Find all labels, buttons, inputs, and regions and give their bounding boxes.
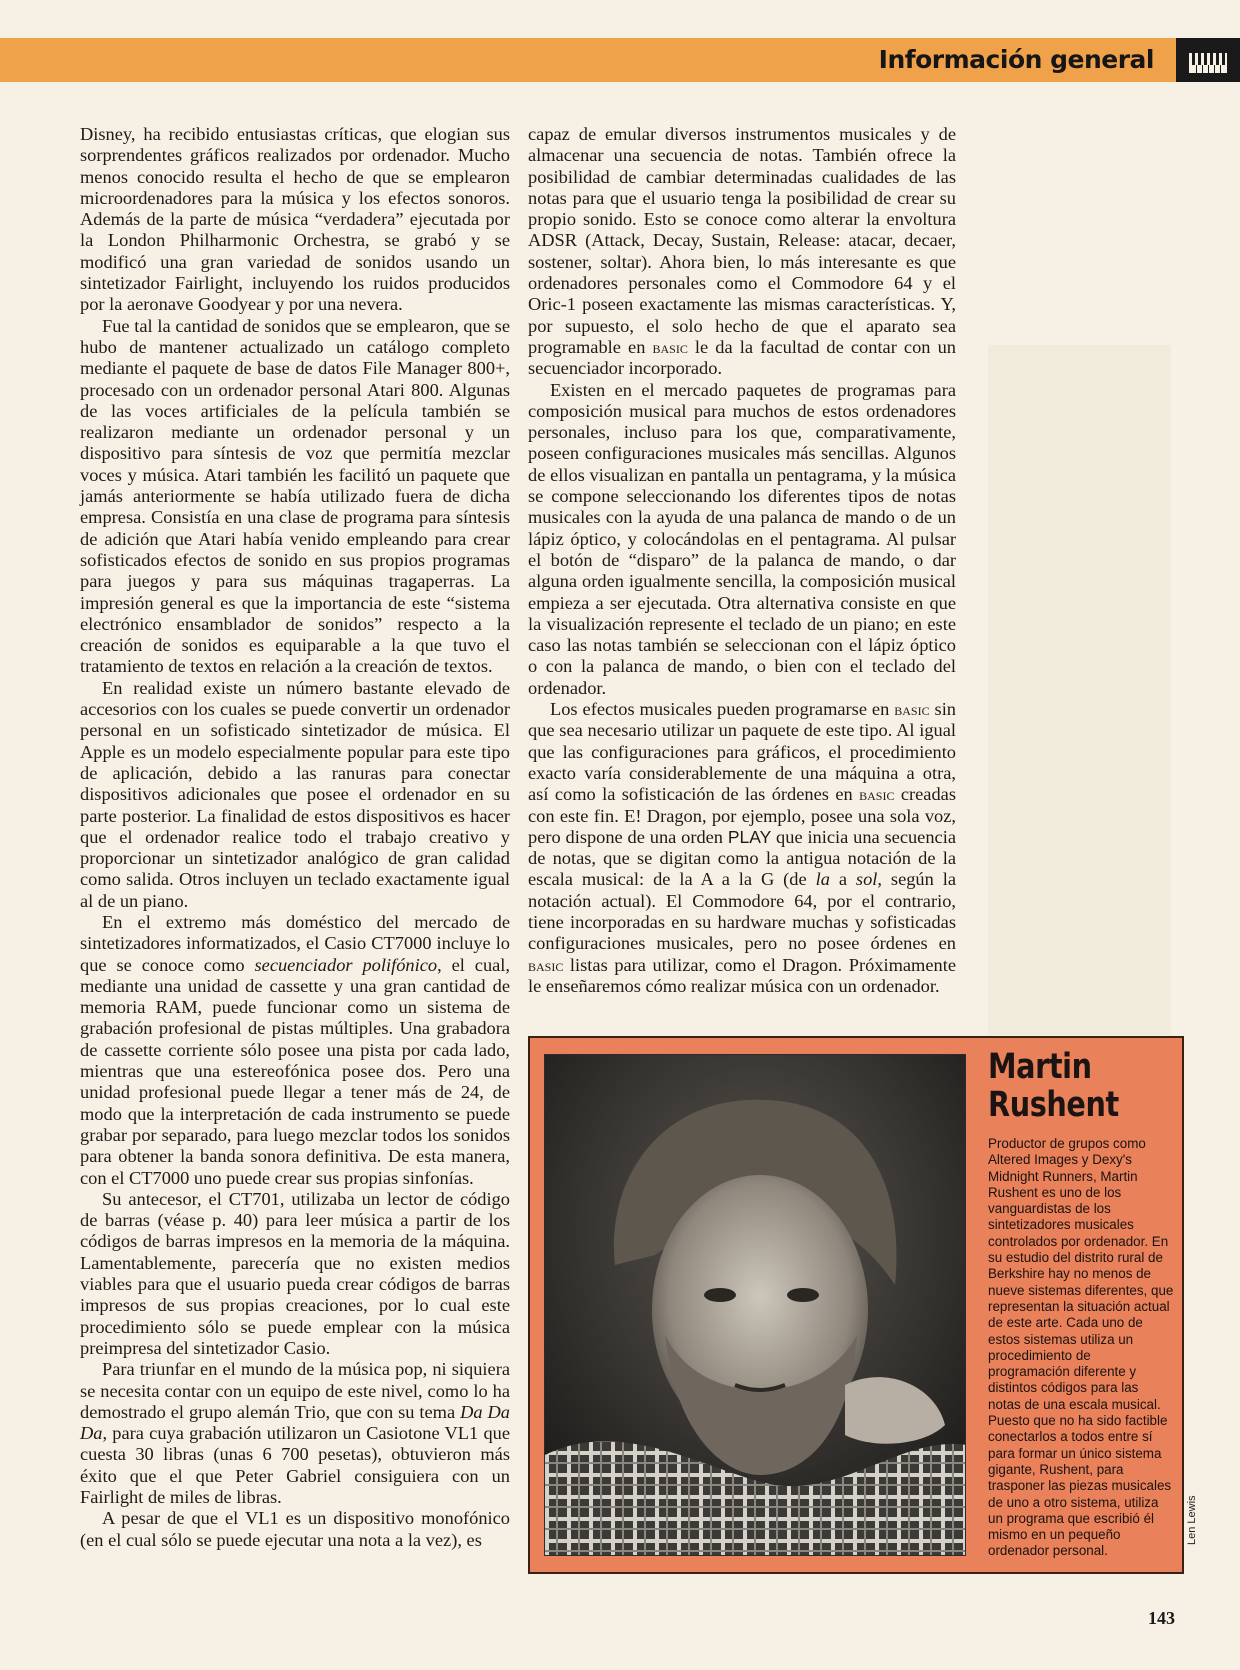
page-number: 143 xyxy=(1148,1608,1175,1628)
sidebar-title: Martin Rushent xyxy=(988,1047,1119,1125)
sidebar-biography: Productor de grupos como Altered Images y Dexy's Midnight Runners, Martin Rushent es uno de los vanguardistas de los sintetizadores musicales controlados por ordenador. En su estudio del distrito rural de Berkshire hay no menos de nueve sistemas diferentes, que representan la situación actual de este arte. Cada uno de estos sistemas utiliza un procedimiento de programación diferente y distintos códigos para las notas de una escala musical. Puesto que no ha sido factible conectarlos a todos entre sí para formar un único sistema gigante, Rushent, para trasponer las piezas musicales de uno a otro sistema, utiliza un programa que escribió él mismo en un pequeño ordenador personal. xyxy=(988,1136,1174,1559)
text-column-left xyxy=(80,124,510,1551)
paragraph: En realidad existe un número bastante elevado de accesorios con los cuales se puede convertir un ordenador personal en un sofisticado sintetizador de música. El Apple es un modelo especialmente popular para este tipo de aplicación, debido a las ranuras para conectar dispositivos adicionales que posee el ordenador en su parte posterior. La finalidad de estos dispositivos es hacer que el ordenador realice todo el trabajo creativo y proporcionar un sintetizador analógico de gran calidad como salida. Otros incluyen un teclado exactamente igual al de un piano. xyxy=(80,677,510,911)
keyboard-icon xyxy=(1176,38,1240,82)
margin-bleed-through xyxy=(988,345,1171,1035)
paragraph: Fue tal la cantidad de sonidos que se emplearon, que se hubo de mantener actualizado un catálogo completo mediante el paquete de base de datos File Manager 800+, procesado con un ordenador personal Atari 800. Algunas de las voces artificiales de la película también se realizaron mediante un ordenador personal y un dispositivo para síntesis de voz que permitía mezclar voces y música. Atari también les facilitó un paquete que jamás anteriormente se había utilizado fuera de dicha empresa. Consistía en una clase de programa para síntesis de adición que Atari había venido empleando para crear sofisticados efectos de sonido en sus propios programas para juegos y para sus máquinas tragaperras. La impresión general es que la importancia de este “sistema electrónico ensamblador de sonidos” respecto a la creación de sonidos es equiparable a la que tuvo el tratamiento de textos en relación a la creación de textos. xyxy=(80,315,510,677)
photo-credit: Len Lewis xyxy=(1186,1495,1198,1545)
paragraph: Disney, ha recibido entusiastas críticas, que elogian sus sorprendentes gráficos realizados por ordenador. Mucho menos conocido resulta el hecho de que se emplearon microordenadores para la música y los efectos sonoros. Además de la parte de música “verdadera” ejecutada por la London Philharmonic Orchestra, se grabó y se modificó una gran variedad de sonidos usando un sintetizador Fairlight, incluyendo los ruidos producidos por la aeronave Goodyear y por una nevera. xyxy=(80,124,510,315)
paragraph: Existen en el mercado paquetes de programas para composición musical para muchos de estos ordenadores personales, incluso para los que, comparativamente, poseen configuraciones musicales más sencillas. Algunos de ellos visualizan en pantalla un pentagrama, y la música se compone seleccionando los diferentes tipos de notas musicales con la ayuda de una palanca de mando o de un lápiz óptico, y colocándolas en el pentagrama. Al pulsar el botón de “disparo” de la palanca de mando, o dar alguna orden igualmente sencilla, la composición musical empieza a ser ejecutada. Otra alternativa consiste en que la visualización represente el teclado de un piano; en este caso las notas también se seleccionan con el lápiz óptico o con la palanca de mando, o bien con el teclado del ordenador. xyxy=(528,379,956,698)
paragraph: capaz de emular diversos instrumentos musicales y de almacenar una secuencia de notas. También ofrece la posibilidad de cambiar determinadas cualidades de las notas para que el usuario tenga la posibilidad de crear su propio sonido. Esto se conoce como alterar la envoltura ADSR (Attack, Decay, Sustain, Release: atacar, decaer, sostener, soltar). Ahora bien, lo más interesante es que ordenadores personales como el Commodore 64 y el Oric-1 poseen exactamente las mismas características. Y, por supuesto, el solo hecho de que el aparato sea programable en basic le da la facultad de contar con un secuenciador incorporado. xyxy=(528,124,956,379)
paragraph: Su antecesor, el CT701, utilizaba un lector de código de barras (véase p. 40) para leer música a partir de los códigos de barras impresos en la memoria de la máquina. Lamentablemente, parecería que no existen medios viables para que el usuario pueda crear códigos de barras impresos de sus propias creaciones, por lo cual este procedimiento sólo se puede emplear con la música preimpresa del sintetizador Casio. xyxy=(80,1188,510,1358)
paragraph: A pesar de que el VL1 es un dispositivo monofónico (en el cual sólo se puede ejecutar una nota a la vez), es xyxy=(80,1508,510,1550)
paragraph: Los efectos musicales pueden programarse en basic sin que sea necesario utilizar un paquete de este tipo. Al igual que las configuraciones para gráficos, el procedimiento exacto varía considerablemente de una máquina a otra, así como la sofisticación de las órdenes en basic creadas con este fin. E! Dragon, por ejemplo, posee una sola voz, pero dispone de una orden PLAY que inicia una secuencia de notas, que se digitan como la antigua notación de la escala musical: de la A a la G (de la a sol, según la notación actual). El Commodore 64, por el contrario, tiene incorporadas en su hardware muchas y sofisticadas configuraciones musicales, pero no posee órdenes en basic listas para utilizar, como el Dragon. Próximamente le enseñaremos cómo realizar música con un ordenador. xyxy=(528,699,957,996)
biography-box xyxy=(528,1036,1184,1574)
paragraph: Para triunfar en el mundo de la música pop, ni siquiera se necesita contar con un equipo de este nivel, como lo ha demostrado el grupo alemán Trio, que con su tema Da Da Da, para cuya grabación utilizaron un Casiotone VL1 que cuesta 30 libras (unas 6 700 pesetas), obtuvieron más éxito que el que Peter Gabriel consiguiera con un Fairlight de miles de libras. xyxy=(80,1359,510,1507)
text-column-right xyxy=(528,124,956,997)
paragraph: En el extremo más doméstico del mercado de sintetizadores informatizados, el Casio CT7000 incluye lo que se conoce como secuenciador polifónico, el cual, mediante una unidad de cassette y una gran cantidad de memoria RAM, puede funcionar como un sistema de grabación profesional de pistas múltiples. Una grabadora de cassette corriente sólo posee una pista por cada lado, mientras que una estereofónica posee dos. Pero una unidad profesional puede llegar a tener más de 24, de modo que la interpretación de cada instrumento se puede grabar por separado, para luego mezclar todos los sonidos para obtener la banda sonora definitiva. De esta manera, con el CT7000 uno puede crear sus propias sinfonías. xyxy=(80,911,511,1188)
portrait-photo xyxy=(544,1054,966,1556)
section-title: Información general xyxy=(878,45,1154,74)
